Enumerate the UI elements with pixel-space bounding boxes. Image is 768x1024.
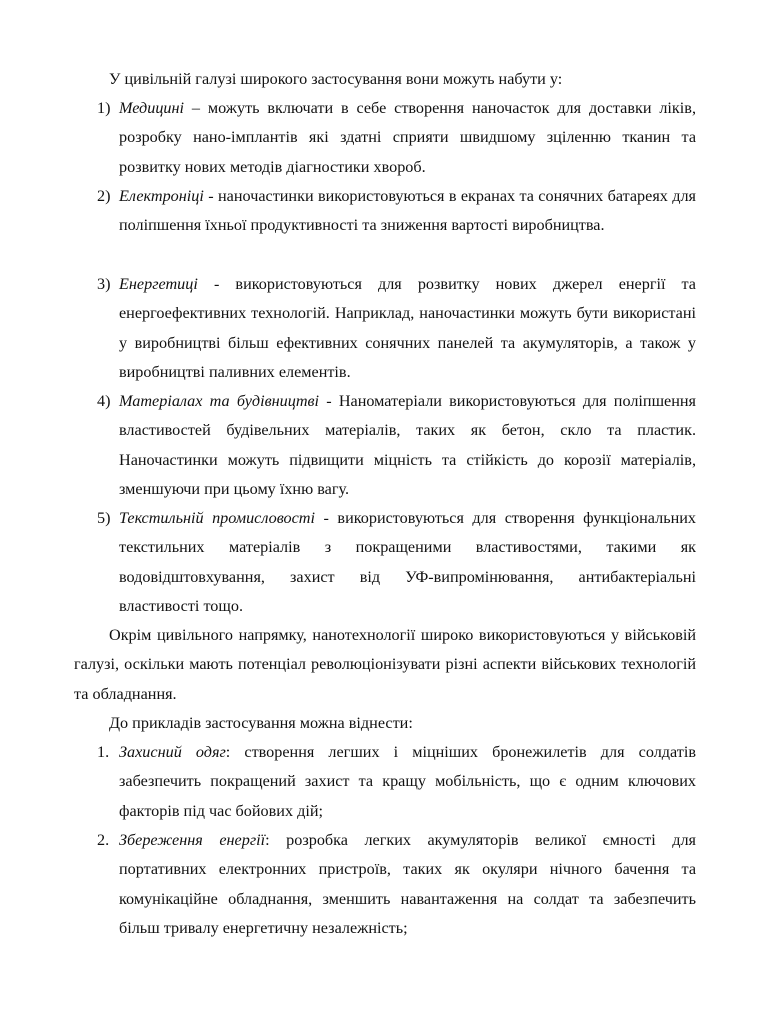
list-term: Електроніці: [119, 187, 204, 205]
list-text: - Наноматеріали використовуються для поліпшення властивостей будівельних матеріалів, таких як бетон, скло та пластик. Наночастинки можуть підвищити міцність та стійкість до корозії матеріалів, зменшуючи при цьому їхню вагу.: [119, 392, 696, 498]
list-text: : розробка легких акумуляторів великої ємності для портативних електронних пристроїв, таких як окуляри нічного бачення та комунікаційне обладнання, зменшить навантаження на солдат та забезпечить більш тривалу енергетичну незалежність;: [119, 831, 696, 937]
list-text: - використовуються для створення функціональних текстильних матеріалів з покращеними властивостями, такими як водовідштовхування, захист від УФ-випромінювання, антибактеріальні властивості тощо.: [119, 509, 696, 615]
list-number: 2): [97, 187, 111, 205]
list-item-body: [119, 182, 696, 241]
list-item-body: [119, 826, 696, 943]
list-item-body: [119, 387, 696, 504]
list-term: Енергетиці: [119, 275, 198, 293]
civil-intro-paragraph: У цивільній галузі широкого застосування вони можуть набути у:: [109, 70, 563, 88]
list-item-body: [119, 738, 696, 826]
list-text: – можуть включати в себе створення наночасток для доставки ліків, розробку нано-імплантів які здатні сприяти швидшому зціленню тканин та розвитку нових методів діагностики хвороб.: [119, 99, 696, 176]
list-text: - наночастинки використовуються в екранах та сонячних батареях для поліпшення їхньої продуктивності та зниження вартості виробництва.: [119, 187, 696, 235]
list-term: Захисний одяг: [119, 743, 226, 761]
military-paragraph: Окрім цивільного напрямку, нанотехнології широко використовуються у військовій галузі, оскільки мають потенціал революціонізувати різні аспекти військових технологій та обладнання.: [74, 626, 696, 703]
list-number: 3): [97, 275, 111, 293]
list-item-body: [119, 94, 696, 182]
list-number: 4): [97, 392, 111, 410]
list-number: 5): [97, 509, 111, 527]
list-term: Збереження енергії: [119, 831, 266, 849]
list-item-body: [119, 270, 696, 387]
list-term: Текстильній промисловості: [119, 509, 315, 527]
list-term: Медицині: [119, 99, 185, 117]
examples-intro-paragraph: До прикладів застосування можна віднести:: [109, 714, 413, 732]
list-number: 2.: [97, 831, 110, 849]
list-item-body: [119, 504, 696, 621]
list-term: Матеріалах та будівництві: [119, 392, 320, 410]
list-number: 1.: [97, 743, 110, 761]
list-number: 1): [97, 99, 111, 117]
list-text: : створення легших і міцніших бронежилетів для солдатів забезпечить покращений захист та кращу мобільність, що є одним ключових факторів під час бойових дій;: [119, 743, 696, 820]
list-text: - використовуються для розвитку нових джерел енергії та енергоефективних технологій. Наприклад, наночастинки можуть бути використані у виробництві більш ефективних сонячних панелей та акумуляторів, а також у виробництві паливних елементів.: [119, 275, 696, 381]
